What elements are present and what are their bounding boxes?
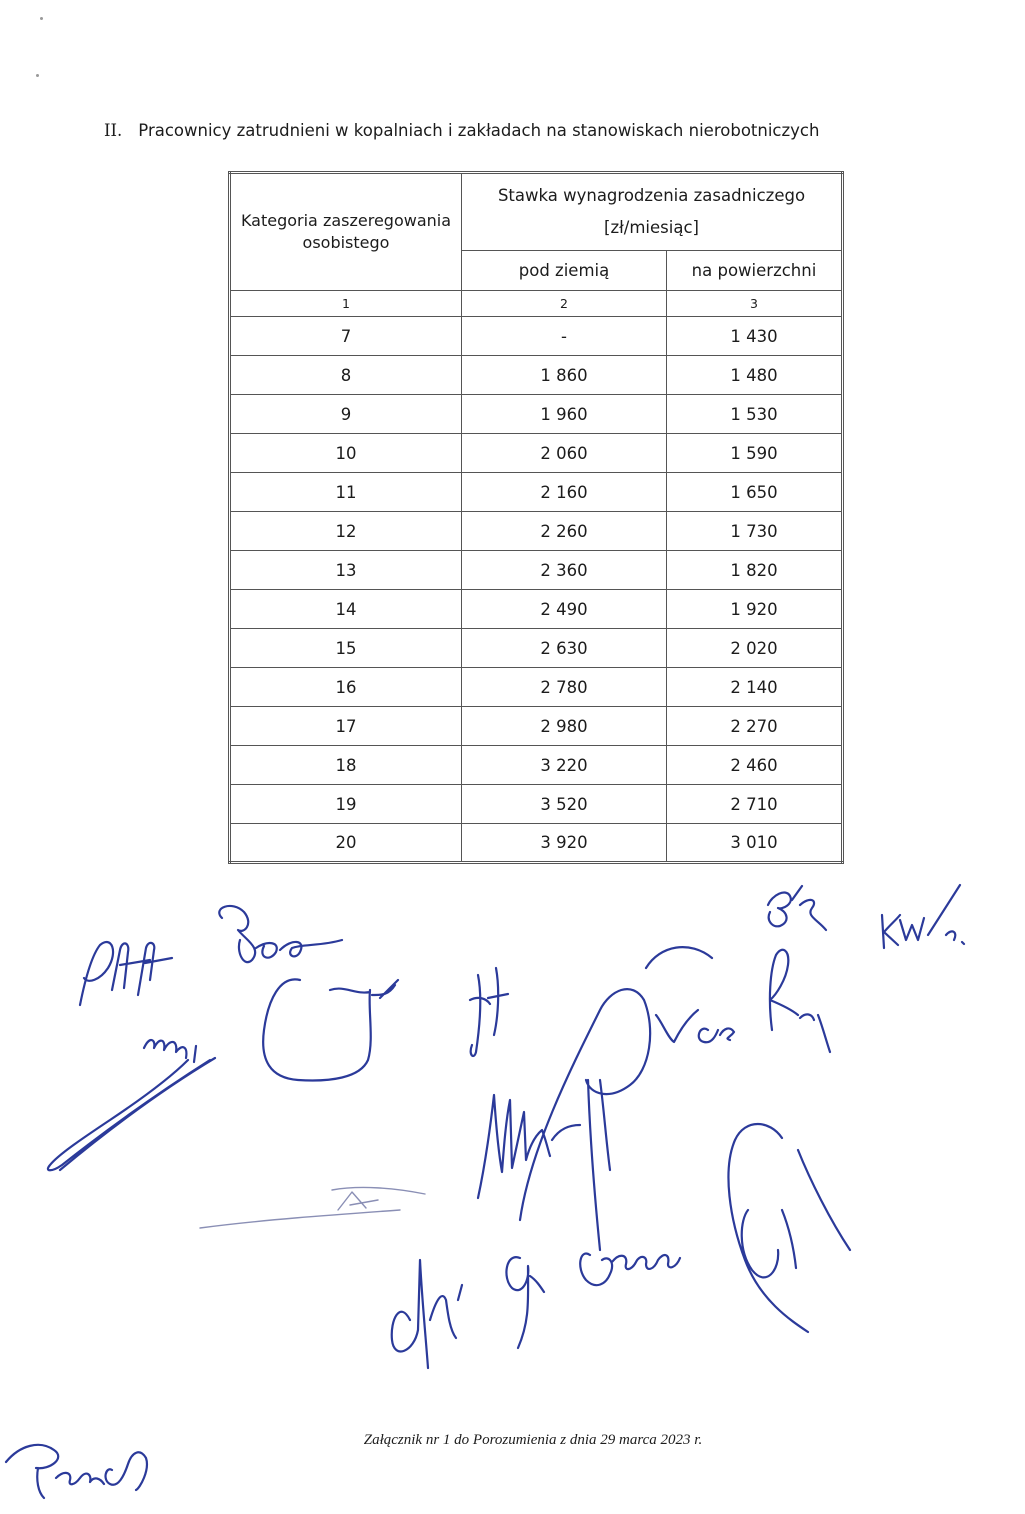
column-number: 2 [462, 291, 667, 317]
category-cell: 11 [230, 473, 462, 512]
underground-cell: 2 260 [462, 512, 667, 551]
underground-cell: 1 960 [462, 395, 667, 434]
underground-cell: 1 860 [462, 356, 667, 395]
category-cell: 17 [230, 707, 462, 746]
surface-cell: 1 480 [667, 356, 843, 395]
underground-cell: - [462, 317, 667, 356]
signature [470, 968, 508, 1056]
underground-cell: 3 220 [462, 746, 667, 785]
signature [520, 989, 650, 1250]
section-title: Pracownicy zatrudnieni w kopalniach i zakładach na stanowiskach nierobotniczych [138, 121, 820, 140]
category-cell: 14 [230, 590, 462, 629]
category-cell: 18 [230, 746, 462, 785]
column-number: 3 [667, 291, 843, 317]
surface-cell: 2 460 [667, 746, 843, 785]
category-cell: 7 [230, 317, 462, 356]
surface-cell: 2 020 [667, 629, 843, 668]
surface-cell: 2 710 [667, 785, 843, 824]
signature [263, 979, 398, 1080]
surface-cell: 3 010 [667, 824, 843, 863]
underground-cell: 2 630 [462, 629, 667, 668]
category-cell: 13 [230, 551, 462, 590]
underground-cell: 2 160 [462, 473, 667, 512]
signature [392, 1260, 462, 1368]
column-number: 1 [230, 291, 462, 317]
signature [48, 1040, 215, 1170]
underground-cell: 2 780 [462, 668, 667, 707]
signature [646, 947, 734, 1042]
signature [728, 1124, 850, 1332]
category-cell: 15 [230, 629, 462, 668]
signature [6, 1445, 147, 1498]
signature [200, 1187, 425, 1228]
surface-cell: 1 590 [667, 434, 843, 473]
underground-header: pod ziemią [462, 251, 667, 291]
underground-cell: 2 360 [462, 551, 667, 590]
surface-header: na powierzchni [667, 251, 843, 291]
signature [580, 1254, 680, 1286]
underground-cell: 3 920 [462, 824, 667, 863]
section-number: II. [104, 121, 123, 140]
category-cell: 16 [230, 668, 462, 707]
category-cell: 10 [230, 434, 462, 473]
signature [219, 906, 342, 962]
signature [478, 1095, 580, 1198]
signature [768, 886, 826, 930]
surface-cell: 1 430 [667, 317, 843, 356]
surface-cell: 2 270 [667, 707, 843, 746]
underground-cell: 2 490 [462, 590, 667, 629]
underground-cell: 2 980 [462, 707, 667, 746]
rate-header-label: Stawka wynagrodzenia zasadniczego [497, 186, 806, 205]
surface-cell: 1 530 [667, 395, 843, 434]
category-cell: 12 [230, 512, 462, 551]
signature [882, 885, 964, 948]
signature [80, 942, 172, 1005]
category-cell: 20 [230, 824, 462, 863]
rate-header-unit: [zł/miesiąc] [604, 218, 699, 237]
category-cell: 19 [230, 785, 462, 824]
surface-cell: 1 820 [667, 551, 843, 590]
surface-cell: 1 650 [667, 473, 843, 512]
signature [770, 950, 830, 1052]
underground-cell: 2 060 [462, 434, 667, 473]
category-cell: 8 [230, 356, 462, 395]
surface-cell: 1 730 [667, 512, 843, 551]
signature [506, 1257, 544, 1348]
surface-cell: 2 140 [667, 668, 843, 707]
category-header: Kategoria zaszeregowania osobistego [230, 173, 462, 291]
category-cell: 9 [230, 395, 462, 434]
underground-cell: 3 520 [462, 785, 667, 824]
surface-cell: 1 920 [667, 590, 843, 629]
document-footer: Załącznik nr 1 do Porozumienia z dnia 29 marca 2023 r. [363, 1432, 703, 1448]
